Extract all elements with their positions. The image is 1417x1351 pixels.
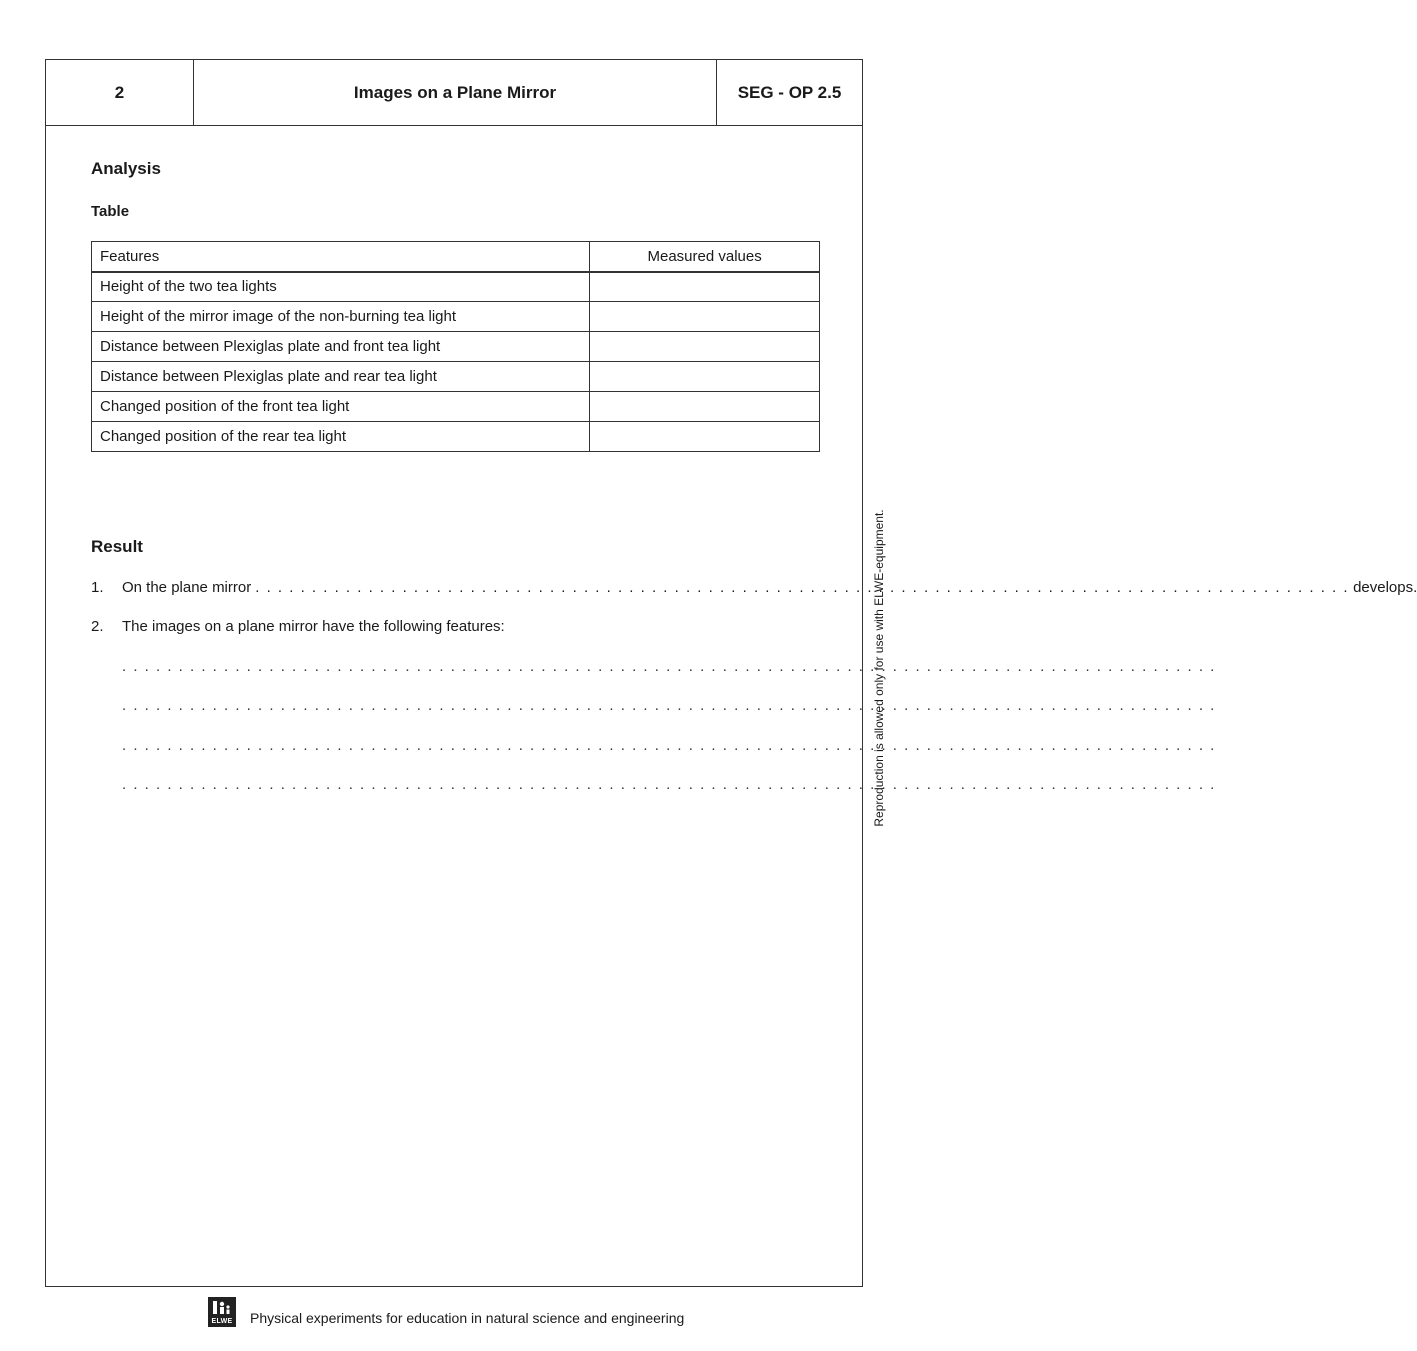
analysis-heading: Analysis <box>91 159 161 178</box>
answer-dotted-line[interactable]: . . . . . . . . . . . . . . . . . . . . . . . . . . . . . . . . . . . . . . . . . . . . . . . . . . . . . . . . . . . . . . . . . . . . . . . . . . . . . . . . . . . . . . . . . . . . . . . . . <box>122 737 1216 754</box>
fill-in-line <box>122 579 1417 596</box>
logo-figure-icon <box>211 1299 233 1317</box>
measurement-table <box>91 241 820 452</box>
footer-text: Physical experiments for education in natural science and engineering <box>250 1310 685 1326</box>
header-bar <box>46 60 862 126</box>
column-header-measured-values: Measured values <box>590 242 820 272</box>
result-item-1 <box>46 579 1417 599</box>
table-row <box>92 422 820 452</box>
feature-cell: Changed position of the rear tea light <box>92 422 590 452</box>
feature-cell: Height of the two tea lights <box>92 272 590 302</box>
feature-cell: Height of the mirror image of the non-burning tea light <box>92 302 590 332</box>
result-heading: Result <box>91 537 143 556</box>
value-cell[interactable] <box>590 362 820 392</box>
value-cell[interactable] <box>590 272 820 302</box>
value-cell[interactable] <box>590 332 820 362</box>
table-header-row <box>92 242 820 272</box>
page-number: 2 <box>46 60 194 125</box>
feature-cell: Changed position of the front tea light <box>92 392 590 422</box>
logo-text: ELWE <box>211 1318 233 1325</box>
page-title: Images on a Plane Mirror <box>194 60 717 125</box>
feature-cell: Distance between Plexiglas plate and rear tea light <box>92 362 590 392</box>
reproduction-notice: Reproduction is allowed only for use with ELWE-equipment. <box>872 509 886 827</box>
item-text-after: develops. <box>1353 579 1417 596</box>
blank-dotted-fill[interactable]: . . . . . . . . . . . . . . . . . . . . . . . . . . . . . . . . . . . . . . . . . . . . . . . . . . . . . . . . . . . . . . . . . . . . . . . . . . . . . . . . . . . . . . . . . . . . . . . . . <box>255 579 1350 596</box>
item-number: 2. <box>91 618 104 635</box>
item-text: The images on a plane mirror have the following features: <box>122 618 505 635</box>
table-row <box>92 272 820 302</box>
value-cell[interactable] <box>590 392 820 422</box>
table-row <box>92 362 820 392</box>
column-header-features: Features <box>92 242 590 272</box>
value-cell[interactable] <box>590 422 820 452</box>
table-heading: Table <box>91 203 130 220</box>
document-code: SEG - OP 2.5 <box>737 82 842 102</box>
item-number: 1. <box>91 579 104 596</box>
answer-dotted-line[interactable]: . . . . . . . . . . . . . . . . . . . . . . . . . . . . . . . . . . . . . . . . . . . . . . . . . . . . . . . . . . . . . . . . . . . . . . . . . . . . . . . . . . . . . . . . . . . . . . . . . <box>122 658 1216 675</box>
value-cell[interactable] <box>590 302 820 332</box>
item-text-before: On the plane mirror <box>122 579 252 596</box>
table-row <box>92 332 820 362</box>
answer-dotted-line[interactable]: . . . . . . . . . . . . . . . . . . . . . . . . . . . . . . . . . . . . . . . . . . . . . . . . . . . . . . . . . . . . . . . . . . . . . . . . . . . . . . . . . . . . . . . . . . . . . . . . . <box>122 697 1216 714</box>
elwe-logo <box>208 1297 236 1327</box>
answer-dotted-line[interactable]: . . . . . . . . . . . . . . . . . . . . . . . . . . . . . . . . . . . . . . . . . . . . . . . . . . . . . . . . . . . . . . . . . . . . . . . . . . . . . . . . . . . . . . . . . . . . . . . . . <box>122 776 1216 793</box>
result-item-2 <box>46 618 862 638</box>
feature-cell: Distance between Plexiglas plate and front tea light <box>92 332 590 362</box>
table-row <box>92 302 820 332</box>
footer <box>208 1297 684 1327</box>
table-row <box>92 392 820 422</box>
